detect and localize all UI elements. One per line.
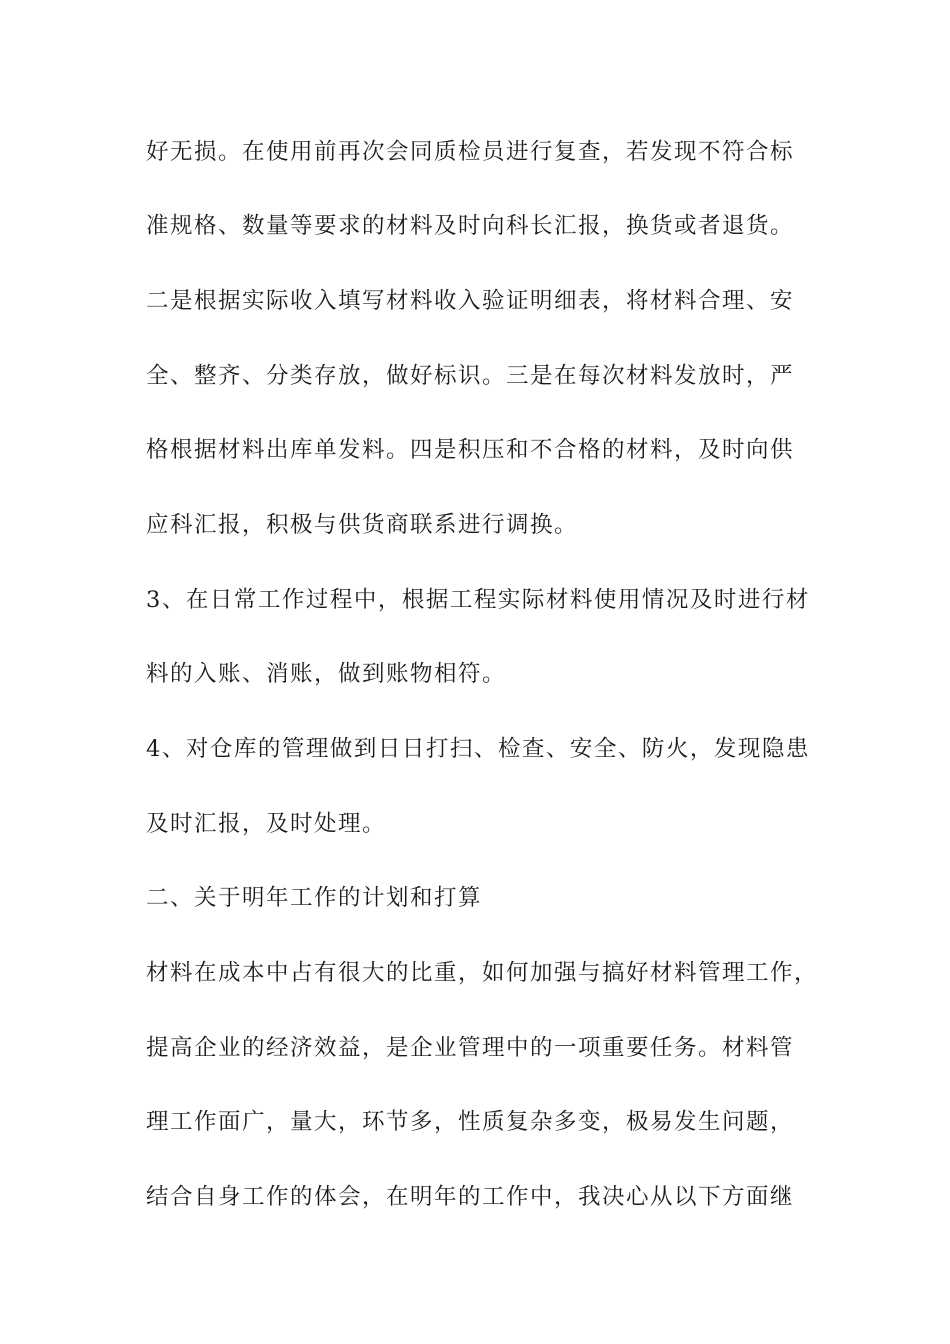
text-line: 提高企业的经济效益，是企业管理中的一项重要任务。材料管 [146, 1035, 795, 1061]
text-line: 二是根据实际收入填写材料收入验证明细表，将材料合理、安 [146, 288, 795, 314]
text-line: 3、在日常工作过程中，根据工程实际材料使用情况及时进行材 [146, 587, 810, 613]
section-heading: 二、关于明年工作的计划和打算 [146, 885, 483, 911]
text-line: 材料在成本中占有很大的比重，如何加强与搞好材料管理工作， [146, 960, 819, 986]
text-line: 好无损。在使用前再次会同质检员进行复查，若发现不符合标 [146, 139, 795, 165]
text-line: 应科汇报，积极与供货商联系进行调换。 [146, 512, 579, 538]
text-line: 料的入账、消账，做到账物相符。 [146, 661, 507, 687]
text-line: 4、对仓库的管理做到日日打扫、检查、安全、防火，发现隐患 [146, 736, 810, 762]
text-line: 结合自身工作的体会，在明年的工作中，我决心从以下方面继 [146, 1184, 795, 1210]
text-line: 准规格、数量等要求的材料及时向科长汇报，换货或者退货。 [146, 213, 795, 239]
text-line: 理工作面广，量大，环节多，性质复杂多变，极易发生问题， [146, 1109, 795, 1135]
text-line: 格根据材料出库单发料。四是积压和不合格的材料，及时向供 [146, 437, 795, 463]
text-line: 及时汇报，及时处理。 [146, 811, 387, 837]
text-line: 全、整齐、分类存放，做好标识。三是在每次材料发放时，严 [146, 363, 795, 389]
